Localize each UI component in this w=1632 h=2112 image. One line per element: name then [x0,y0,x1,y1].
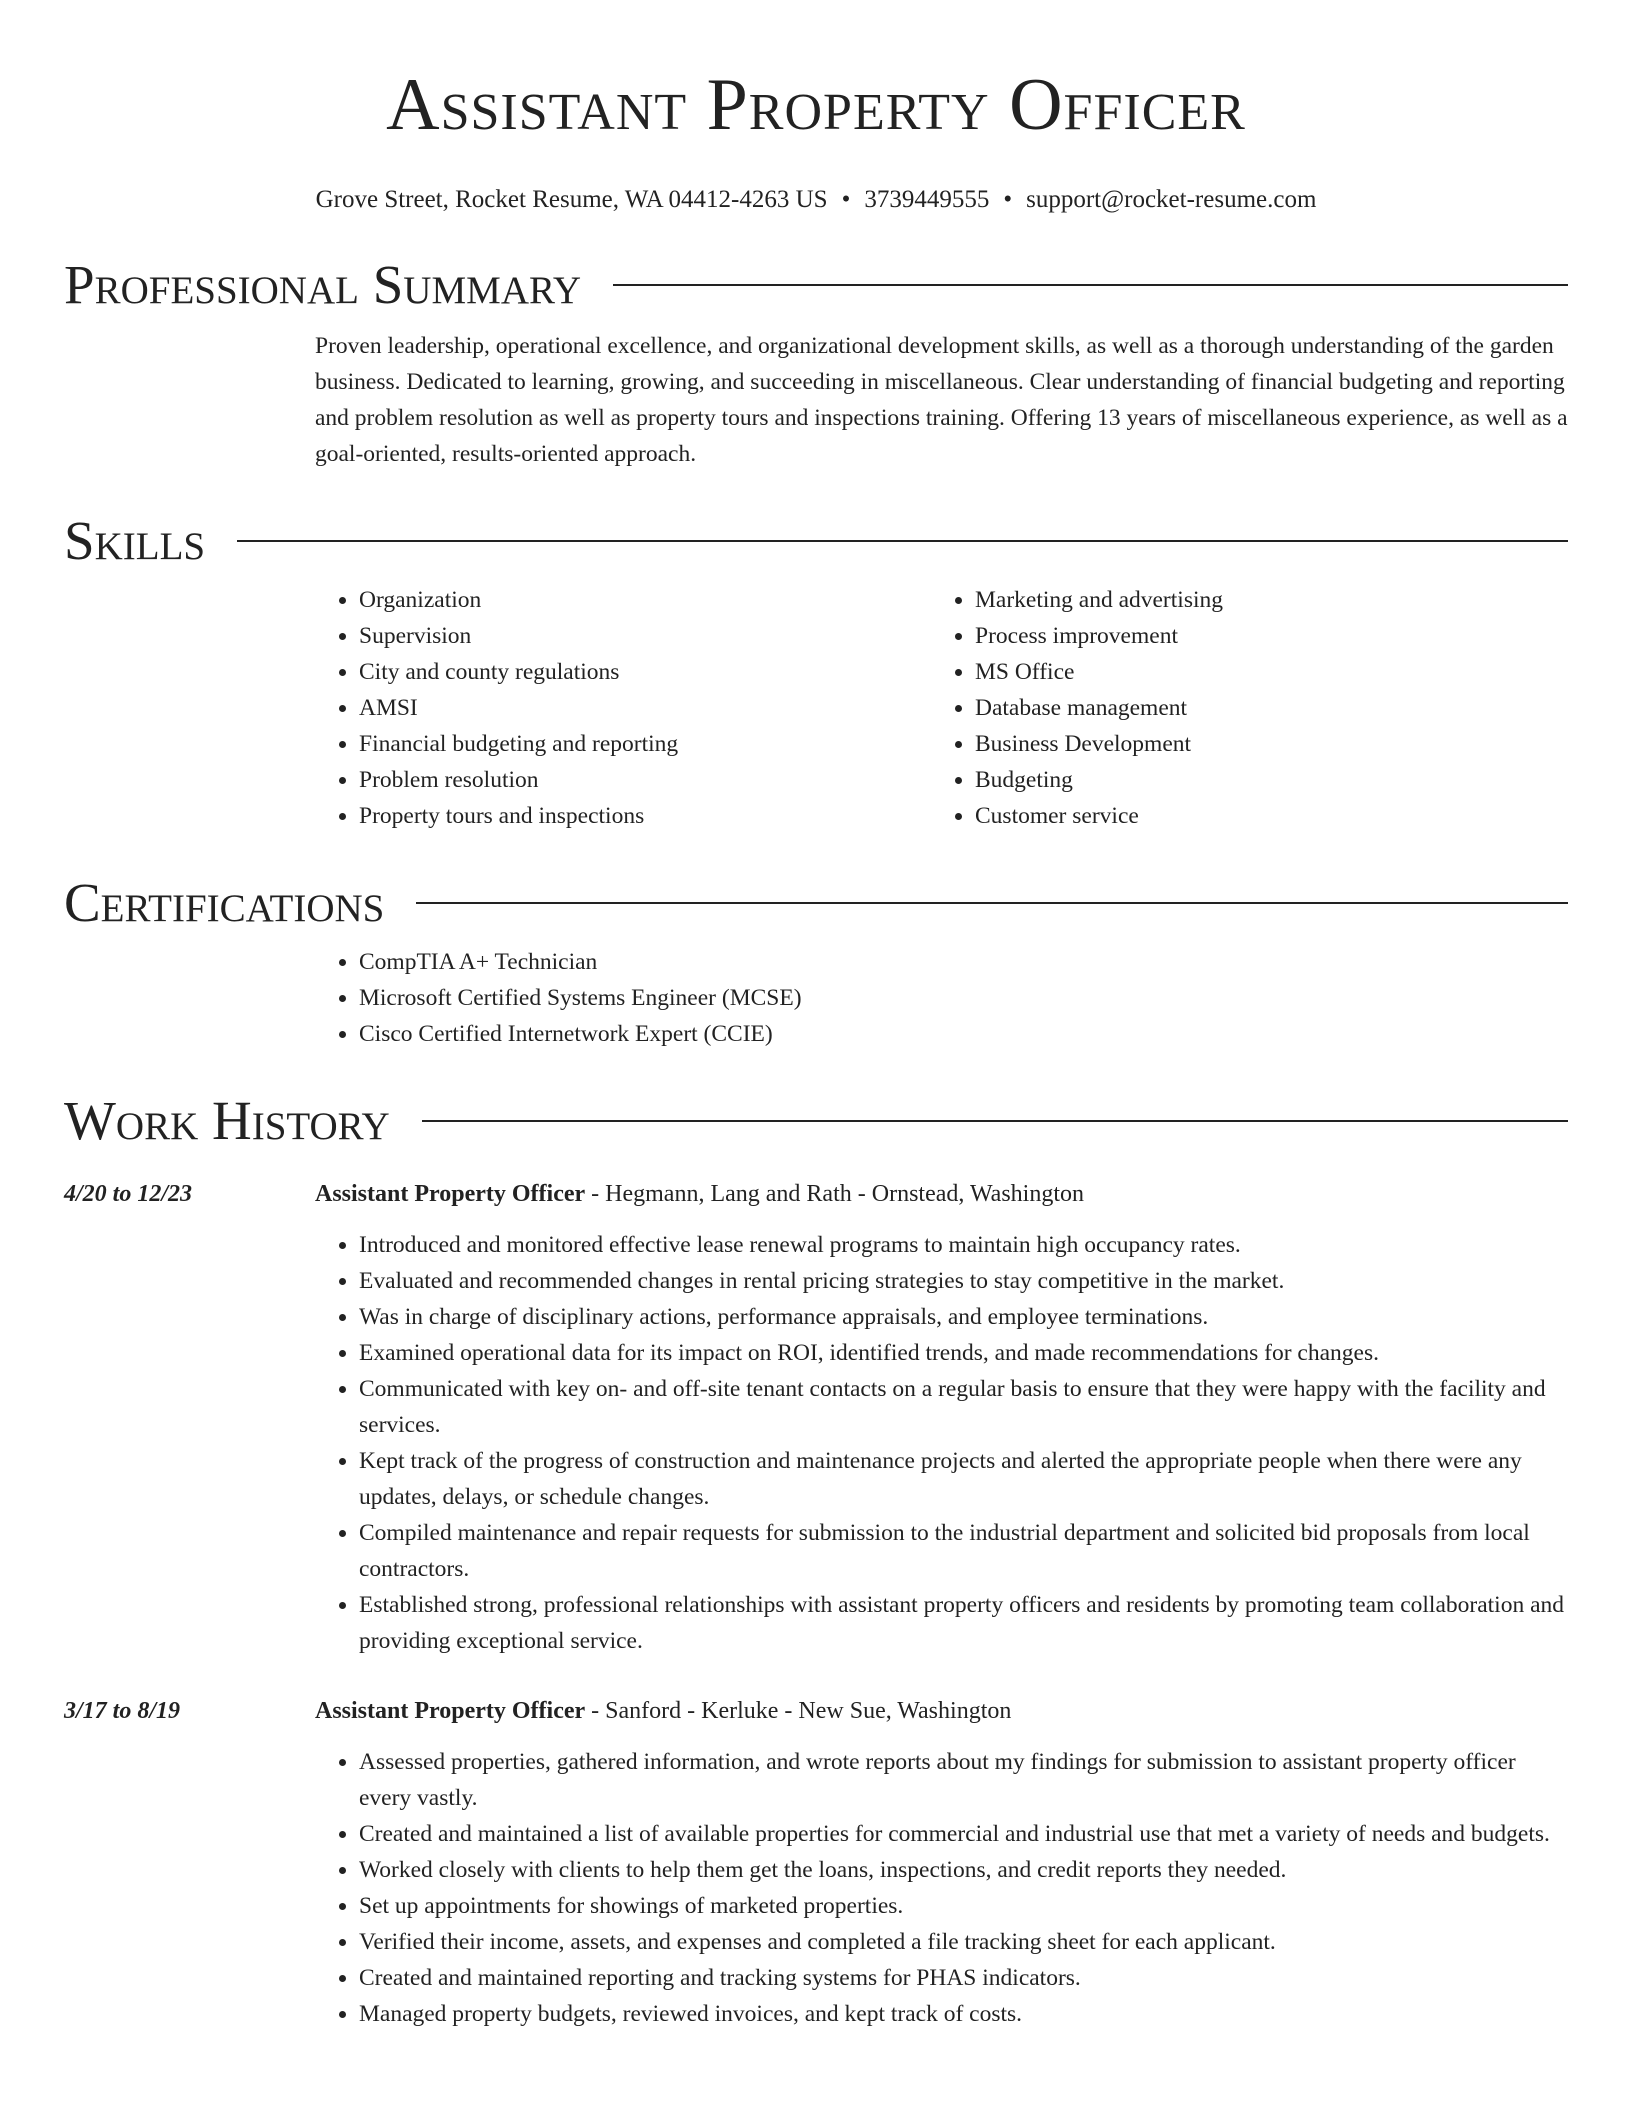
job-bullet: • Set up appointments for showings of marketed properties. [359,1888,1568,1924]
certification-item: • CompTIA A+ Technician [359,944,1568,980]
job-heading [315,1693,1568,1729]
summary-text: Proven leadership, operational excellence, and organizational development skills, as well as a thorough understanding of the garden business. Dedicated to learning, growing, and succeeding in miscellaneous. Clear understanding of financial budgeting and reporting and problem resolution as well as property tours and inspections training. Offering 13 years of miscellaneous experience, as well as a goal-oriented, results-oriented approach. [315,333,1568,467]
job-bullet: • Introduced and monitored effective lease renewal programs to maintain high occupancy rates. [359,1227,1568,1263]
skill-item: • Database management [975,690,1547,726]
skill-item: • Property tours and inspections [359,798,931,834]
job-bullet: • Established strong, professional relationships with assistant property officers and residents by promoting team collaboration and providing exceptional service. [359,1587,1568,1659]
job-company: - Hegmann, Lang and Rath - Ornstead, Washington [585,1181,1084,1207]
skills-column-left [315,582,931,834]
certifications-section-title: Certifications [64,872,385,933]
job-bullet: • Created and maintained reporting and tracking systems for PHAS indicators. [359,1960,1568,1996]
section-divider [613,284,1568,286]
job-details [315,1176,1568,1659]
job-title: Assistant Property Officer [315,1181,586,1207]
section-divider [416,902,1568,904]
summary-section-title: Professional Summary [64,254,582,315]
job-bullet: • Communicated with key on- and off-site tenant contacts on a regular basis to ensure that they were happy with the facility and services. [359,1371,1568,1443]
skills-section-header [64,506,1568,576]
job-bullet: • Created and maintained a list of available properties for commercial and industrial use that met a variety of needs and budgets. [359,1816,1568,1852]
job-details [315,1693,1568,2032]
skill-item: • Business Development [975,726,1547,762]
skill-item: • AMSI [359,690,931,726]
job-bullet: • Kept track of the progress of construction and maintenance projects and alerted the appropriate people when there were any updates, delays, or schedule changes. [359,1443,1568,1515]
skill-item: • Marketing and advertising [975,582,1547,618]
certifications-list [315,944,1568,1052]
job-bullet: • Worked closely with clients to help them get the loans, inspections, and credit reports they needed. [359,1852,1568,1888]
skill-item: • MS Office [975,654,1547,690]
skill-item: • City and county regulations [359,654,931,690]
skill-item: • Financial budgeting and reporting [359,726,931,762]
job-entry [64,1176,1568,1659]
skill-item: • Supervision [359,618,931,654]
skills-column-right [931,582,1547,834]
skills-list [315,582,1568,834]
certification-item: • Microsoft Certified Systems Engineer (MCSE) [359,980,1568,1016]
contact-address: Grove Street, Rocket Resume, WA 04412-4263 US [315,186,828,213]
skill-item: • Customer service [975,798,1547,834]
skill-item: • Organization [359,582,931,618]
skill-item: • Problem resolution [359,762,931,798]
job-heading [315,1176,1568,1212]
job-dates: 4/20 to 12/23 [64,1181,193,1207]
job-bullet: • Examined operational data for its impact on ROI, identified trends, and made recommendations for changes. [359,1335,1568,1371]
job-bullet: • Was in charge of disciplinary actions, performance appraisals, and employee terminations. [359,1299,1568,1335]
job-bullet: • Assessed properties, gathered information, and wrote reports about my findings for submission to assistant property officer every vastly. [359,1744,1568,1816]
certification-item: • Cisco Certified Internetwork Expert (CCIE) [359,1016,1568,1052]
contact-line [64,184,1568,216]
resume-page [64,0,1568,2032]
section-divider [237,540,1568,542]
contact-separator: • [1003,186,1013,213]
resume-title: Assistant Property Officer [386,64,1246,146]
job-dates: 3/17 to 8/19 [64,1698,181,1724]
job-bullet: • Evaluated and recommended changes in rental pricing strategies to stay competitive in the market. [359,1263,1568,1299]
summary-section-header [64,250,1568,320]
skill-item: • Process improvement [975,618,1547,654]
job-title: Assistant Property Officer [315,1698,586,1724]
section-divider [422,1120,1568,1122]
certifications-section-header [64,868,1568,938]
skills-section-title: Skills [64,510,206,571]
contact-phone: 3739449555 [864,186,990,213]
job-bullet: • Managed property budgets, reviewed invoices, and kept track of costs. [359,1996,1568,2032]
contact-separator: • [841,186,851,213]
job-company: - Sanford - Kerluke - New Sue, Washington [585,1698,1012,1724]
contact-email: support@rocket-resume.com [1026,186,1317,213]
work-history-section-title: Work History [64,1090,390,1151]
job-entry [64,1693,1568,2032]
job-bullet: • Verified their income, assets, and expenses and completed a file tracking sheet for each applicant. [359,1924,1568,1960]
job-bullet: • Compiled maintenance and repair requests for submission to the industrial department and solicited bid proposals from local contractors. [359,1515,1568,1587]
work-history-section-header [64,1086,1568,1156]
skill-item: • Budgeting [975,762,1547,798]
